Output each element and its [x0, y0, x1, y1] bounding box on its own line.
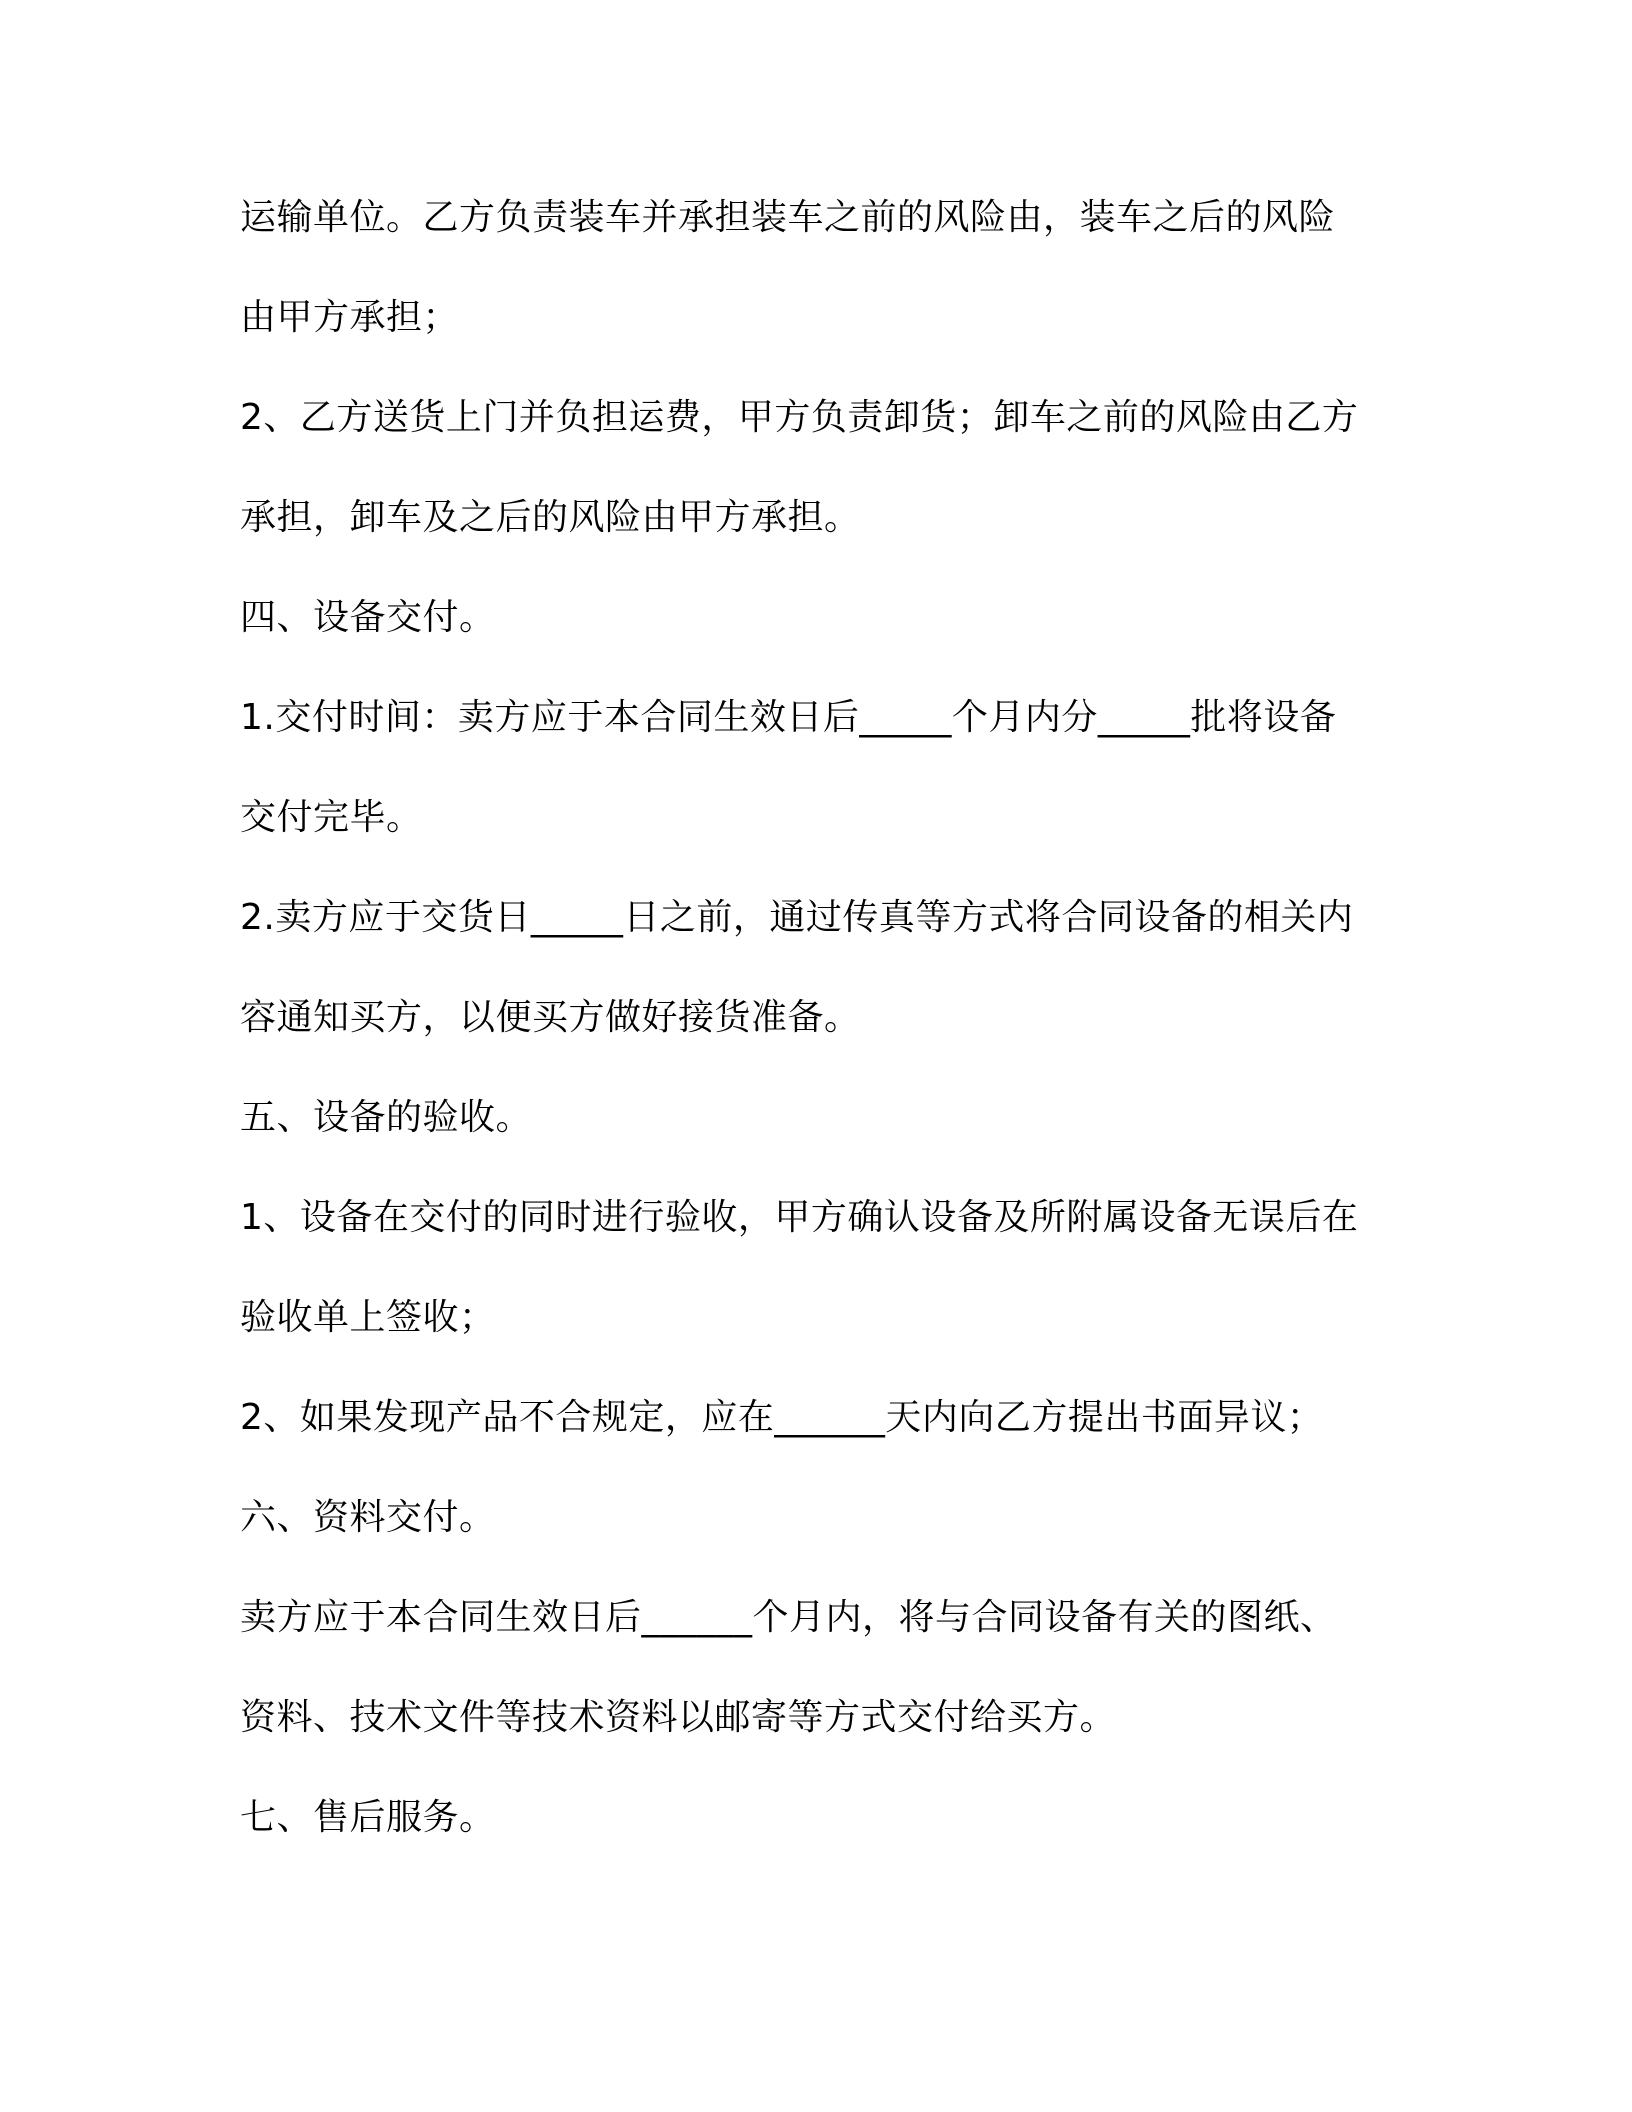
paragraph-line: 由甲方承担；	[240, 297, 460, 338]
paragraph-line: 1.交付时间：卖方应于本合同生效日后_____个月内分_____批将设备	[240, 697, 1337, 738]
paragraph-line: 交付完毕。	[240, 797, 423, 838]
paragraph-line: 2.卖方应于交货日_____日之前，通过传真等方式将合同设备的相关内	[240, 897, 1354, 938]
paragraph-line: 1、设备在交付的同时进行验收，甲方确认设备及所附属设备无误后在	[240, 1197, 1359, 1238]
paragraph-line: 卖方应于本合同生效日后______个月内，将与合同设备有关的图纸、	[240, 1597, 1337, 1638]
section-heading: 四、设备交付。	[240, 597, 496, 638]
section-heading: 七、售后服务。	[240, 1797, 496, 1838]
section-heading: 五、设备的验收。	[240, 1097, 533, 1138]
paragraph-line: 2、乙方送货上门并负担运费，甲方负责卸货；卸车之前的风险由乙方	[240, 397, 1359, 438]
section-heading: 六、资料交付。	[240, 1497, 496, 1538]
paragraph-line: 验收单上签收；	[240, 1297, 496, 1338]
paragraph-line: 资料、技术文件等技术资料以邮寄等方式交付给买方。	[240, 1697, 1117, 1738]
paragraph-line: 运输单位。乙方负责装车并承担装车之前的风险由，装车之后的风险	[240, 197, 1336, 238]
paragraph-line: 2、如果发现产品不合规定，应在______天内向乙方提出书面异议；	[240, 1397, 1324, 1438]
paragraph-line: 承担，卸车及之后的风险由甲方承担。	[240, 497, 861, 538]
paragraph-line: 容通知买方，以便买方做好接货准备。	[240, 997, 861, 1038]
